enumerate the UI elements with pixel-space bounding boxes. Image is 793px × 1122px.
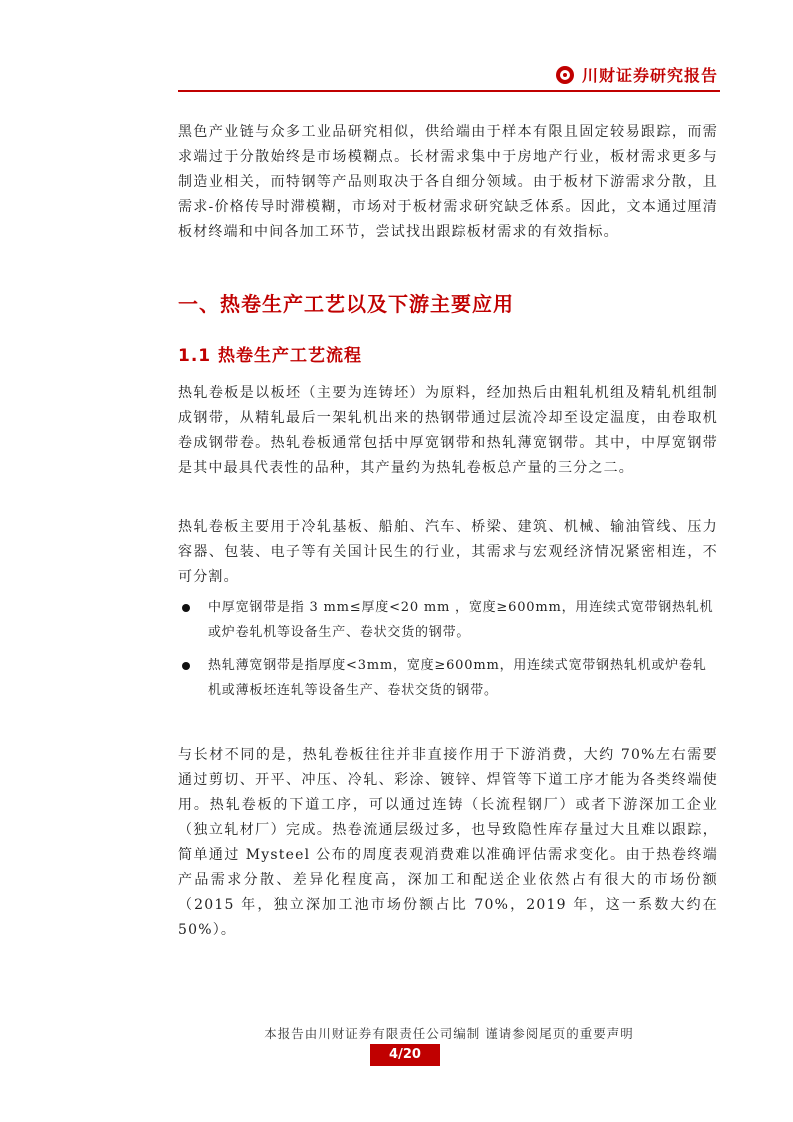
footer-disclaimer: 本报告由川财证券有限责任公司编制 谨请参阅尾页的重要声明	[264, 1026, 634, 1041]
bullet-icon	[182, 662, 190, 670]
paragraph-1: 热轧卷板是以板坯（主要为连铸坯）为原料，经加热后由粗轧机组及精轧机组制成钢带，从精轧最后一架轧机出来的热钢带通过层流冷却至设定温度，由卷取机卷成钢带卷。热轧卷板通常包括中厚宽钢带和热轧薄宽钢带。其中，中厚宽钢带是其中最具代表性的品种，其产量约为热轧卷板总产量的三分之二。	[178, 385, 718, 476]
para-block-1	[178, 381, 718, 481]
brand-name: 川财证券研究报告	[581, 66, 718, 85]
bullet-item	[178, 595, 718, 645]
para-block-3	[178, 743, 718, 943]
para-block-2	[178, 515, 718, 590]
bullet-text: 热轧薄宽钢带是指厚度<3mm，宽度≥600mm，用连续式宽带钢热轧机或炉卷轧机或薄板坯连轧等设备生产、卷状交货的钢带。	[208, 658, 707, 698]
paragraph-2: 热轧卷板主要用于冷轧基板、船舶、汽车、桥梁、建筑、机械、输油管线、压力容器、包装、电子等有关国计民生的行业，其需求与宏观经济情况紧密相连，不可分割。	[178, 519, 718, 585]
subsection-title: 1.1 热卷生产工艺流程	[178, 346, 363, 366]
section-title: 一、热卷生产工艺以及下游主要应用	[178, 292, 514, 316]
intro-paragraph: 黑色产业链与众多工业品研究相似，供给端由于样本有限且固定较易跟踪，而需求端过于分散始终是市场模糊点。长材需求集中于房地产行业，板材需求更多与制造业相关，而特钢等产品则取决于各自细分领域。由于板材下游需求分散，且需求-价格传导时滞模糊，市场对于板材需求研究缺乏体系。因此，文本通过厘清板材终端和中间各加工环节，尝试找出跟踪板材需求的有效指标。	[178, 124, 718, 240]
bullet-icon	[182, 604, 190, 612]
paragraph-3: 与长材不同的是，热轧卷板往往并非直接作用于下游消费，大约 70%左右需要通过剪切、开平、冲压、冷轧、彩涂、镀锌、焊管等下道工序才能为各类终端使用。热轧卷板的下道工序，可以通过连铸（长流程钢厂）或者下游深加工企业（独立轧材厂）完成。热卷流通层级过多，也导致隐性库存量过大且难以跟踪，简单通过 Mysteel 公布的周度表观消费难以准确评估需求变化。由于热卷终端产品需求分散、差异化程度高，深加工和配送企业依然占有很大的市场份额（2015 年，独立深加工池市场份额占比 70%，2019 年，这一系数大约在 50%）。	[178, 747, 718, 938]
bullet-text: 中厚宽钢带是指 3 mm≤厚度<20 mm ，宽度≥600mm，用连续式宽带钢热轧机或炉卷轧机等设备生产、卷状交货的钢带。	[208, 600, 714, 640]
intro-block	[178, 120, 718, 245]
bullet-item	[178, 653, 718, 703]
page-header	[178, 60, 720, 92]
chuancai-logo-icon	[556, 66, 574, 84]
page-number: 4/20	[370, 1044, 440, 1066]
brand	[556, 63, 718, 86]
